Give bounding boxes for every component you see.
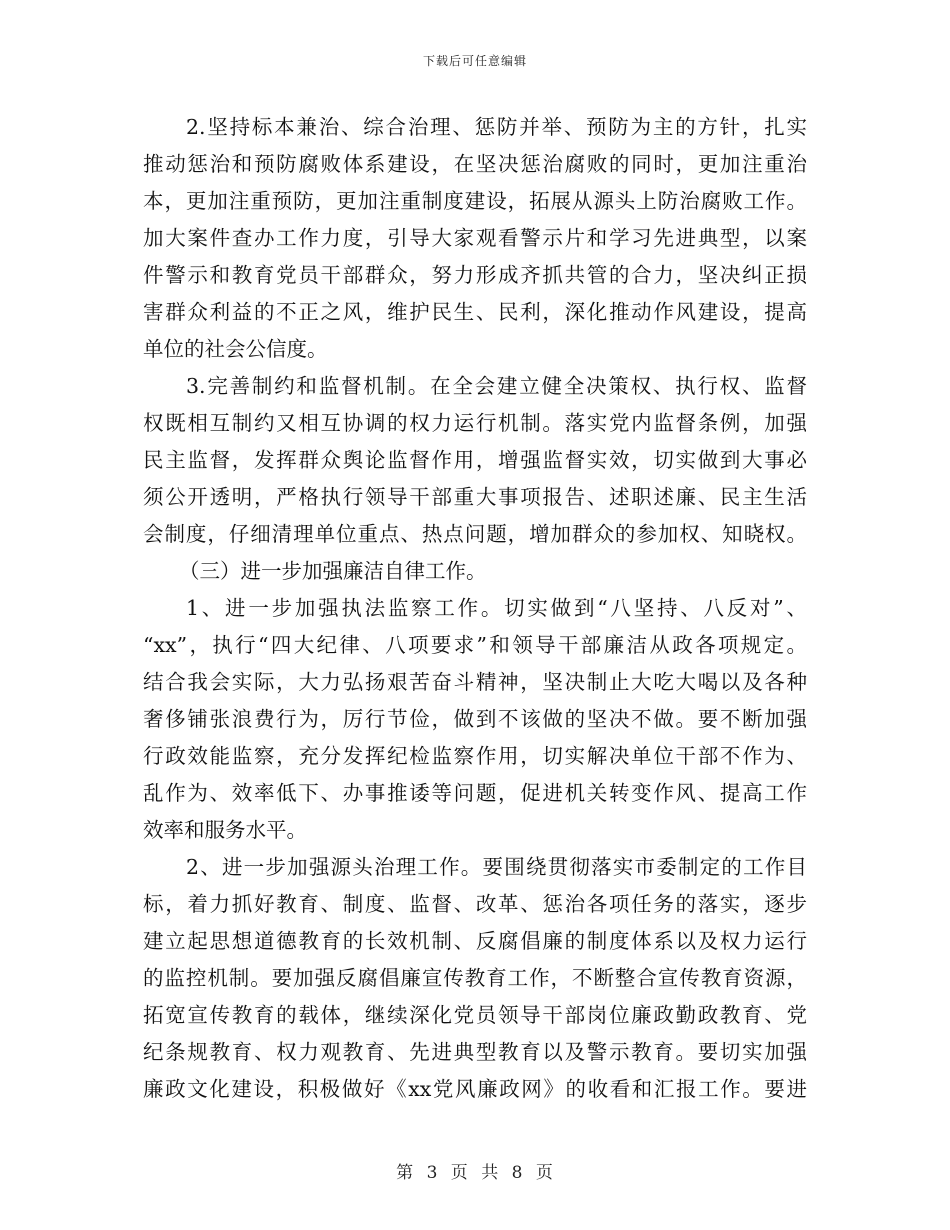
text-line: 民主监督，发挥群众舆论监督作用，增强监督实效，切实做到大事必	[143, 448, 807, 472]
text-line: 效率和服务水平。	[143, 818, 307, 842]
text-line: 行政效能监察，充分发挥纪检监察作用，切实解决单位干部不作为、	[143, 744, 807, 768]
text-line: 奢侈铺张浪费行为，厉行节俭，做到不该做的坚决不做。要不断加强	[143, 707, 807, 731]
text-line: 须公开透明，严格执行领导干部重大事项报告、述职述廉、民主生活	[143, 485, 807, 509]
text-line: 本，更加注重预防，更加注重制度建设，拓展从源头上防治腐败工作。	[143, 189, 807, 213]
text-line: 2、进一步加强源头治理工作。要围绕贯彻落实市委制定的工作目	[186, 855, 807, 879]
text-line: 加大案件查办工作力度，引导大家观看警示片和学习先进典型，以案	[143, 226, 807, 250]
text-line: “xx”，执行“四大纪律、八项要求”和领导干部廉洁从政各项规定。	[143, 633, 807, 657]
text-line: 的监控机制。要加强反腐倡廉宣传教育工作，不断整合宣传教育资源，	[143, 966, 807, 990]
text-line: 拓宽宣传教育的载体，继续深化党员领导干部岗位廉政勤政教育、党	[143, 1003, 807, 1027]
text-line: 结合我会实际，大力弘扬艰苦奋斗精神，坚决制止大吃大喝以及各种	[143, 670, 807, 694]
text-line: 纪条规教育、权力观教育、先进典型教育以及警示教育。要切实加强	[143, 1040, 807, 1064]
text-line: 害群众利益的不正之风，维护民生、民利，深化推动作风建设，提高	[143, 300, 807, 324]
text-line: 2.坚持标本兼治、综合治理、惩防并举、预防为主的方针，扎实	[186, 115, 807, 139]
paragraph	[143, 590, 807, 849]
section-heading-text: （三）进一步加强廉洁自律工作。	[179, 559, 487, 583]
paragraph	[143, 849, 807, 1108]
text-line: 3.完善制约和监督机制。在全会建立健全决策权、执行权、监督	[186, 374, 807, 398]
text-line: 件警示和教育党员干部群众，努力形成齐抓共管的合力，坚决纠正损	[143, 263, 807, 287]
text-line: 廉政文化建设，积极做好《xx党风廉政网》的收看和汇报工作。要进	[143, 1077, 807, 1101]
text-line: 推动惩治和预防腐败体系建设，在坚决惩治腐败的同时，更加注重治	[143, 152, 807, 176]
text-line: 乱作为、效率低下、办事推诿等问题，促进机关转变作风、提高工作	[143, 781, 807, 805]
text-line: 会制度，仔细清理单位重点、热点问题，增加群众的参加权、知晓权。	[143, 522, 807, 546]
text-line: 标，着力抓好教育、制度、监督、改革、惩治各项任务的落实，逐步	[143, 892, 807, 916]
text-line: 建立起思想道德教育的长效机制、反腐倡廉的制度体系以及权力运行	[143, 929, 807, 953]
page-number: 第 3 页 共 8 页	[396, 1163, 554, 1183]
document-body	[143, 109, 807, 1108]
paragraph	[143, 368, 807, 553]
section-heading	[143, 553, 807, 590]
text-line: 1、进一步加强执法监察工作。切实做到“八坚持、八反对”、	[186, 596, 807, 620]
text-line: 单位的社会公信度。	[143, 337, 328, 361]
text-line: 权既相互制约又相互协调的权力运行机制。落实党内监督条例，加强	[143, 411, 807, 435]
paragraph	[143, 109, 807, 368]
page-header: 下载后可任意编辑	[422, 54, 527, 68]
